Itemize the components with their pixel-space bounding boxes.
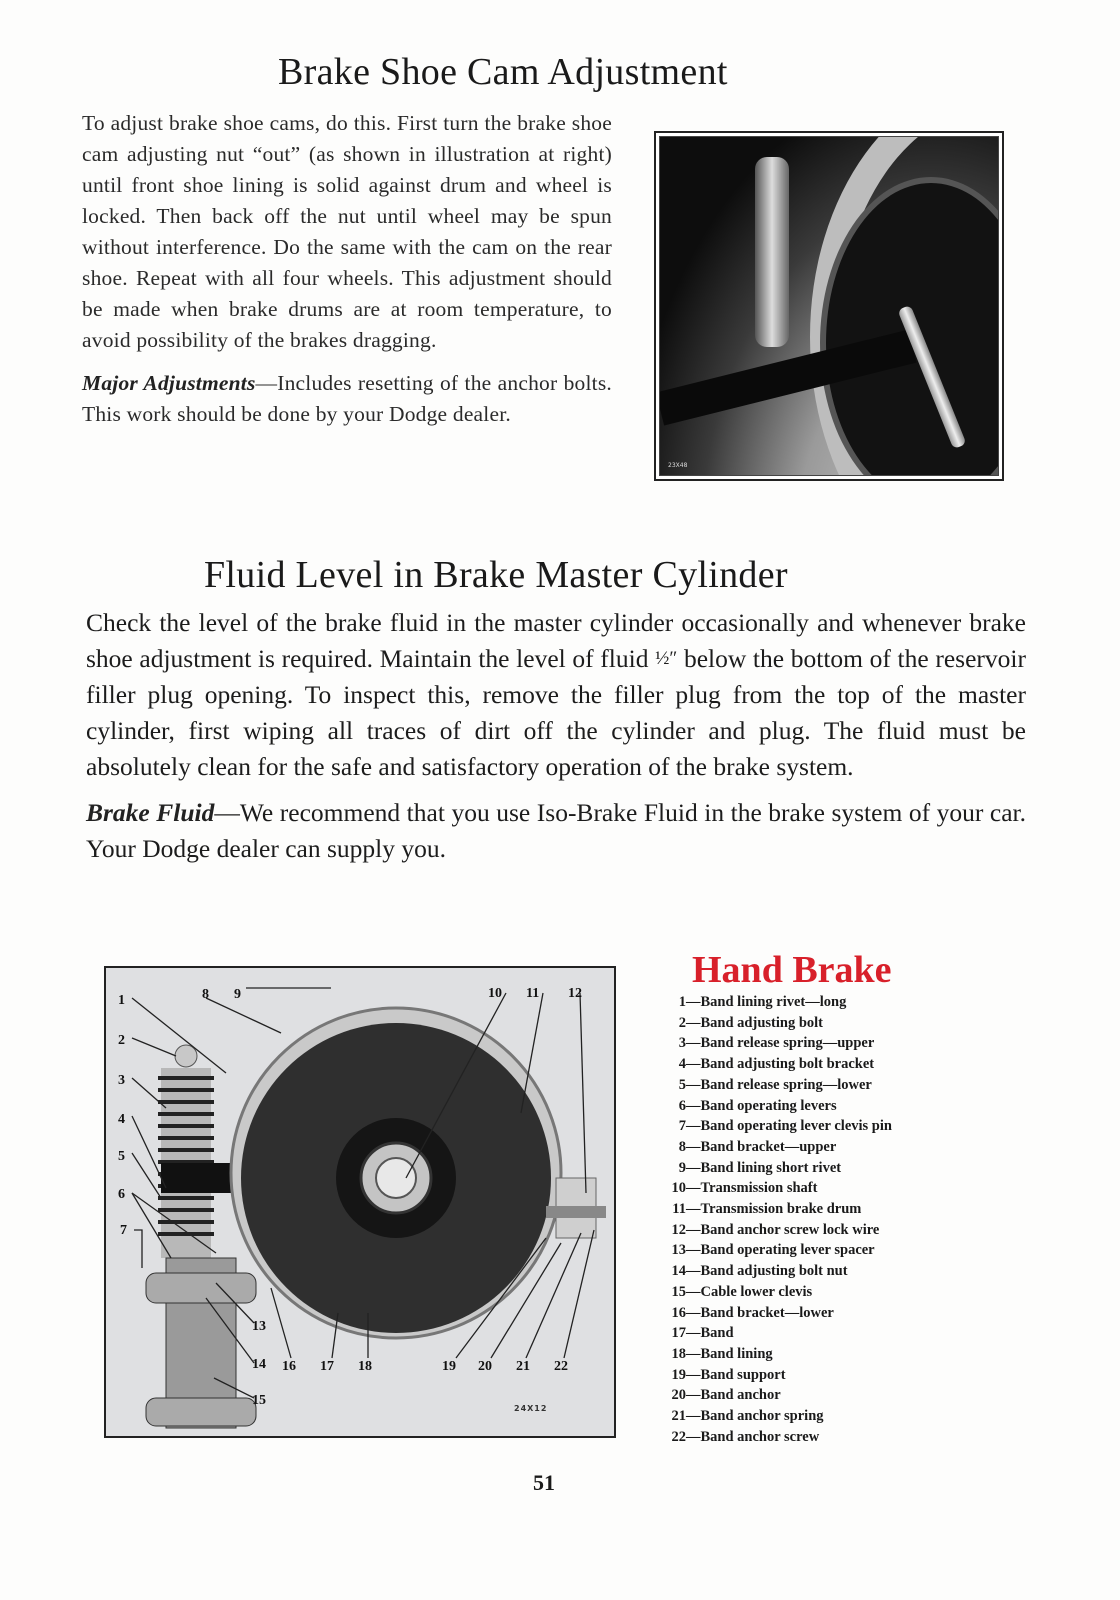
legend-dash: — (686, 1221, 701, 1238)
fluid-level-paragraph: Check the level of the brake fluid in the master cylinder occasionally and whenever brake shoe adjustment is required. Maintain the level of fluid ½″ below the bottom of the reservoir filler plug opening. To inspect this, remove the filler plug from the top of the master cylinder, first wiping all traces of dirt off the cylinder and plug. The fluid must be absolutely clean for the safe and satisfactory operation of the brake system. (86, 608, 1026, 781)
legend-num: 20 (671, 1387, 686, 1404)
legend-item (668, 1220, 892, 1241)
legend-num: 12 (671, 1221, 686, 1238)
major-adjustments-note (82, 368, 612, 430)
legend-num: 22 (671, 1428, 686, 1445)
svg-text:4: 4 (118, 1112, 125, 1127)
legend-num: 19 (671, 1366, 686, 1383)
brake-cam-adjustment-photo (654, 131, 1004, 481)
legend-dash: — (686, 1366, 701, 1383)
svg-text:7: 7 (120, 1223, 127, 1238)
legend-label: Band release spring—upper (700, 1035, 875, 1052)
legend-label: Band anchor (700, 1387, 781, 1404)
legend-label: Band anchor screw lock wire (700, 1221, 880, 1238)
section-title-fluid-level: Fluid Level in Brake Master Cylinder (204, 554, 788, 596)
fraction-half-inch: ½″ (655, 648, 678, 669)
legend-item (668, 1137, 892, 1158)
svg-text:10: 10 (488, 986, 502, 1001)
legend-item (668, 1075, 892, 1096)
legend-label: Band operating lever clevis pin (700, 1118, 892, 1135)
legend-label: Band adjusting bolt (700, 1014, 823, 1031)
hand-brake-diagram (104, 966, 616, 1438)
svg-text:16: 16 (282, 1359, 296, 1374)
legend-num: 3 (678, 1035, 686, 1052)
legend-num: 11 (672, 1201, 686, 1218)
svg-text:12: 12 (568, 986, 582, 1001)
legend-num: 2 (678, 1014, 686, 1031)
legend-dash: — (686, 1304, 701, 1321)
legend-num: 5 (678, 1076, 686, 1093)
legend-num: 16 (671, 1304, 686, 1321)
legend-label: Band operating lever spacer (700, 1242, 875, 1259)
legend-dash: — (686, 1325, 701, 1342)
diagram-code: 24X12 (514, 1404, 548, 1413)
legend-item (668, 1427, 892, 1448)
legend-label: Band bracket—upper (700, 1138, 837, 1155)
legend-item (668, 1096, 892, 1117)
legend-item (668, 1116, 892, 1137)
hand-brake-title: Hand Brake (692, 949, 892, 991)
legend-dash: — (686, 1242, 701, 1259)
legend-label: Band adjusting bolt nut (700, 1263, 848, 1280)
legend-label: Cable lower clevis (700, 1283, 813, 1300)
legend-item (668, 1261, 892, 1282)
legend-label: Band lining rivet—long (700, 994, 847, 1010)
legend-num: 1 (678, 994, 686, 1010)
svg-text:15: 15 (252, 1393, 266, 1408)
legend-dash: — (686, 1408, 701, 1425)
legend-num: 9 (678, 1159, 686, 1176)
legend-num: 21 (671, 1408, 686, 1425)
legend-num: 17 (671, 1325, 686, 1342)
legend-label: Band bracket—lower (700, 1304, 834, 1321)
legend-num: 15 (671, 1283, 686, 1300)
legend-item (668, 1033, 892, 1054)
legend-num: 7 (678, 1118, 686, 1135)
svg-text:1: 1 (118, 993, 125, 1008)
legend-label: Band anchor screw (700, 1428, 820, 1445)
page-number: 51 (533, 1470, 555, 1495)
legend-dash: — (686, 1138, 701, 1155)
svg-text:9: 9 (234, 987, 241, 1002)
legend-label: Band anchor spring (700, 1408, 824, 1425)
legend-item (668, 1344, 892, 1365)
legend-dash: — (686, 1056, 701, 1073)
legend-dash: — (686, 1014, 701, 1031)
brake-shoe-cam-text (82, 108, 612, 430)
legend-item (668, 1240, 892, 1261)
legend-num: 13 (671, 1242, 686, 1259)
hand-brake-legend (668, 992, 892, 1447)
legend-item (668, 1323, 892, 1344)
svg-text:11: 11 (526, 986, 540, 1001)
legend-item (668, 1013, 892, 1034)
note-lead: Major Adjustments (82, 371, 256, 395)
legend-dash: — (686, 1283, 701, 1300)
svg-text:2: 2 (118, 1033, 125, 1048)
legend-num: 4 (678, 1056, 686, 1073)
note-text: —Includes resetting of the anchor bolts. This work should be done by your Dodge dealer. (82, 371, 612, 426)
legend-num: 18 (671, 1345, 686, 1362)
legend-item (668, 1282, 892, 1303)
legend-num: 14 (671, 1263, 686, 1280)
svg-text:18: 18 (358, 1359, 372, 1374)
svg-text:3: 3 (118, 1073, 125, 1088)
legend-num: 6 (678, 1097, 686, 1114)
brake-fluid-note (86, 795, 1026, 867)
legend-label: Band (700, 1325, 734, 1342)
legend-dash: — (686, 1428, 701, 1445)
legend-item (668, 1303, 892, 1324)
svg-text:5: 5 (118, 1149, 125, 1164)
legend-item (668, 1199, 892, 1220)
legend-dash: — (686, 1035, 701, 1052)
svg-text:20: 20 (478, 1359, 492, 1374)
legend-label: Band lining (700, 1345, 773, 1362)
legend-item (668, 1365, 892, 1386)
legend-label: Band operating levers (700, 1097, 837, 1114)
legend-item (668, 1406, 892, 1427)
fluid-level-text (86, 605, 1026, 867)
legend-label: Band support (700, 1366, 786, 1383)
legend-label: Transmission shaft (700, 1180, 818, 1197)
photo-code: 23X48 (668, 462, 688, 469)
legend-dash: — (686, 1345, 701, 1362)
hand-brake-illustration (106, 968, 614, 1436)
svg-text:6: 6 (118, 1187, 125, 1202)
svg-text:8: 8 (202, 987, 209, 1002)
legend-label: Transmission brake drum (700, 1201, 862, 1218)
svg-text:17: 17 (320, 1359, 334, 1374)
svg-text:14: 14 (252, 1357, 266, 1372)
note-text: —We recommend that you use Iso-Brake Fluid in the brake system of your car. Your Dodge dealer can supply you. (86, 798, 1026, 863)
svg-text:22: 22 (554, 1359, 568, 1374)
svg-text:21: 21 (516, 1359, 530, 1374)
legend-label: Band release spring—lower (700, 1076, 872, 1093)
section-title-brake-shoe-cam: Brake Shoe Cam Adjustment (278, 51, 728, 93)
legend-label: Band adjusting bolt bracket (700, 1056, 875, 1073)
legend-dash: — (686, 1076, 701, 1093)
legend-dash: — (686, 1159, 701, 1176)
note-lead: Brake Fluid (86, 798, 215, 827)
legend-dash: — (686, 1263, 701, 1280)
cam-adjust-paragraph: To adjust brake shoe cams, do this. First turn the brake shoe cam adjusting nut “out” (as shown in illustration at right) until front shoe lining is solid against drum and wheel is locked. Then back off the nut until wheel may be spun without interference. Do the same with the cam on the rear shoe. Repeat with all four wheels. This adjustment should be made when brake drums are at room temperature, to avoid possibility of the brakes dragging. (82, 111, 612, 352)
legend-dash: — (686, 1097, 701, 1114)
shock-absorber (755, 157, 789, 347)
legend-dash: — (686, 1201, 701, 1218)
legend-item (668, 1158, 892, 1179)
legend-dash: — (686, 994, 701, 1010)
legend-dash: — (686, 1387, 701, 1404)
legend-num: 10 (671, 1180, 686, 1197)
legend-item (668, 992, 892, 1013)
legend-dash: — (686, 1118, 701, 1135)
svg-text:13: 13 (252, 1319, 266, 1334)
legend-label: Band lining short rivet (700, 1159, 842, 1176)
legend-num: 8 (678, 1138, 686, 1155)
legend-item (668, 1178, 892, 1199)
legend-item (668, 1385, 892, 1406)
svg-text:19: 19 (442, 1359, 456, 1374)
legend-item (668, 1054, 892, 1075)
legend-dash: — (686, 1180, 701, 1197)
